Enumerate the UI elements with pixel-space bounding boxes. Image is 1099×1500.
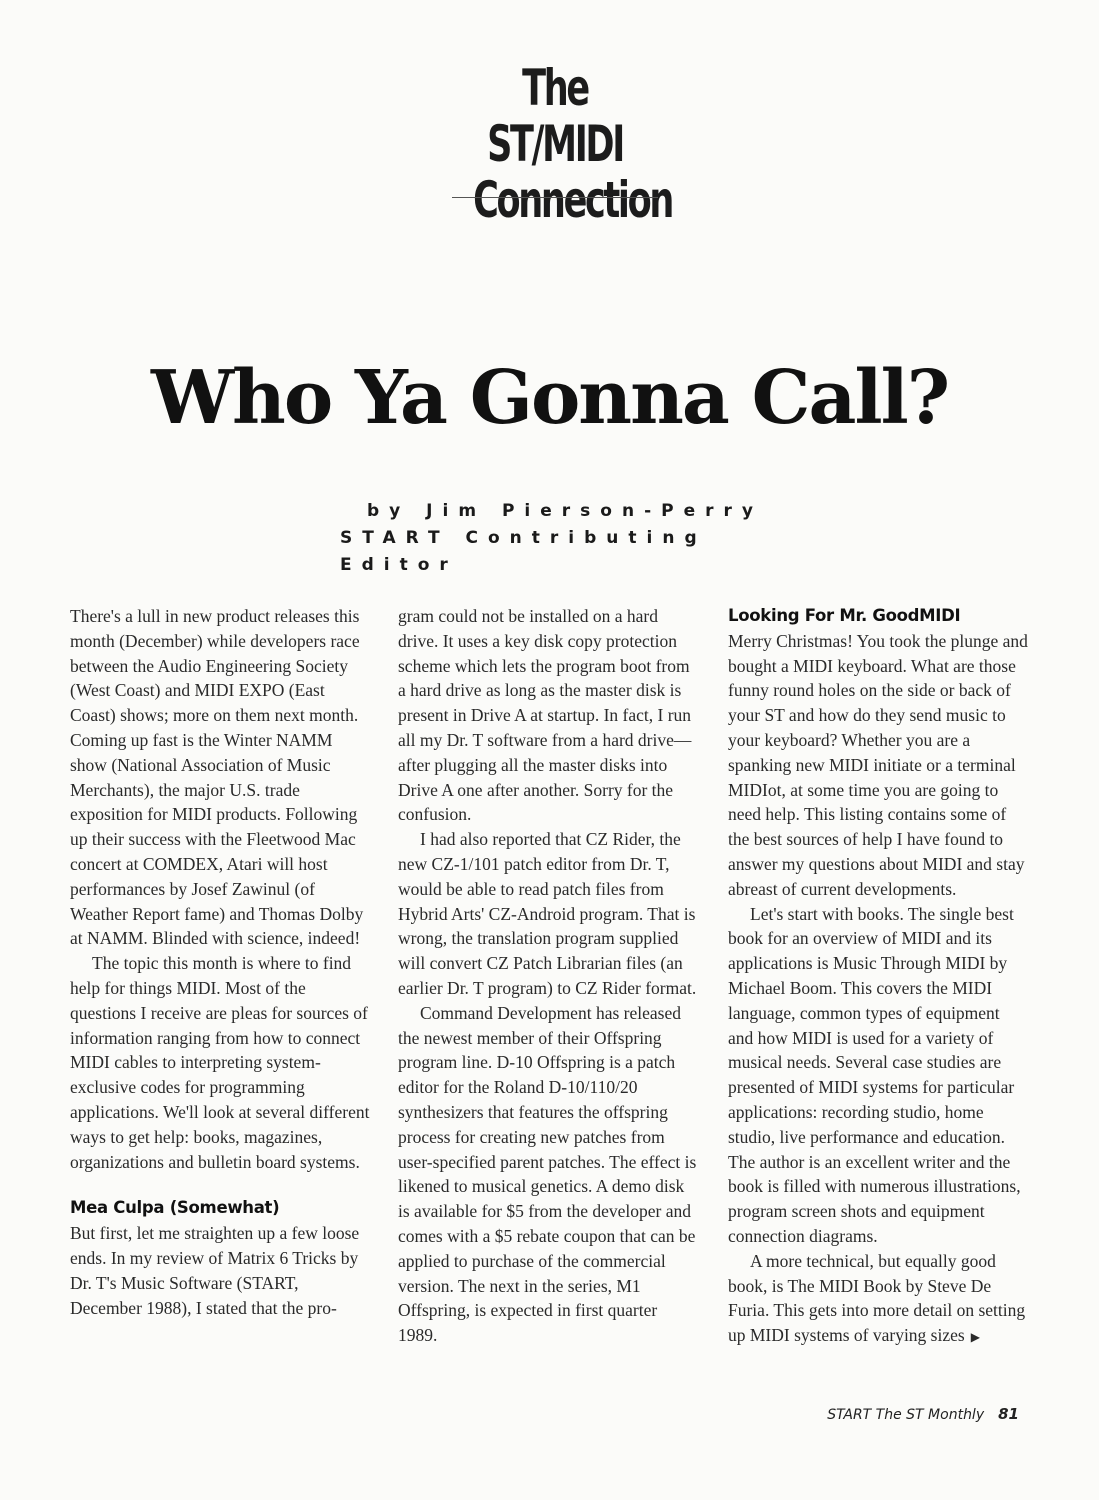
byline-author: by Jim Pierson-Perry (367, 501, 763, 521)
article-column-3 (728, 604, 1028, 1350)
column-title-line2: Connection (473, 171, 673, 229)
column-title (473, 59, 673, 229)
paragraph: gram could not be installed on a hard drive. It uses a key disk copy protection scheme which lets the program boot from a hard drive as long as the master disk is present in Drive A at startup. In fact, I run all my Dr. T software from a hard drive—after plugging all the master disks into Drive A one after another. Sorry for the confusion. (398, 606, 692, 825)
paragraph (728, 1249, 1028, 1350)
paragraph-text: A more technical, but equally good book, is The MIDI Book by Steve De Furia. This gets into more detail on setting up MIDI systems of varying sizes (728, 1250, 1026, 1346)
column-title-line1: The ST/MIDI (487, 59, 623, 173)
section-heading: Mea Culpa (Somewhat) (70, 1198, 280, 1218)
page-number: 81 (998, 1405, 1019, 1423)
section-heading: Looking For Mr. GoodMIDI (728, 606, 961, 625)
paragraph: Let's start with books. The single best book for an overview of MIDI and its applications is Music Through MIDI by Michael Boom. This covers the MIDI language, common types of equipment and how MIDI is used for a variety of musical needs. Several case studies are presented of MIDI systems for particular applications: recording studio, home studio, live performance and education. The author is an excellent writer and the book is filled with numerous illustrations, program screen shots and equipment connection diagrams. (728, 903, 1021, 1246)
publication-name: START The ST Monthly (827, 1407, 985, 1423)
article-column-2 (398, 604, 698, 1348)
article-title: Who Ya Gonna Call? (150, 355, 949, 441)
paragraph: The topic this month is where to find help for things MIDI. Most of the questions I receive are pleas for sources of information ranging from how to connect MIDI cables to interpreting system-exclusive codes for programming applications. We'll look at several different ways to get help: books, magazines, organizations and bulletin board systems. (70, 953, 370, 1172)
byline-role: START Contributing Editor (340, 528, 707, 575)
article-column-1 (70, 604, 370, 1320)
paragraph: Command Development has released the newest member of their Offspring program line. D-10 Offspring is a patch editor for the Roland D-10/110/20 synthesizers that features the offspring process for creating new patches from user-specified parent patches. The effect is likened to musical genetics. A demo disk is available for $5 from the developer and comes with a $5 rebate coupon that can be applied to purchase of the commercial version. The next in the series, M1 Offspring, is expected in first quarter 1989. (398, 1002, 697, 1346)
byline (340, 498, 770, 579)
paragraph: I had also reported that CZ Rider, the new CZ-1/101 patch editor from Dr. T, would be able to read patch files from Hybrid Arts' CZ-Android program. That is wrong, the translation program supplied will convert CZ Patch Librarian files (an earlier Dr. T program) to CZ Rider format. (398, 829, 697, 998)
continue-arrow-icon: ▶ (970, 1330, 980, 1345)
paragraph: But first, let me straighten up a few loose ends. In my review of Matrix 6 Tricks by Dr. T's Music Software (START, December 1988), I stated that the pro- (70, 1223, 360, 1318)
paragraph: There's a lull in new product releases this month (December) while developers race between the Audio Engineering Society (West Coast) and MIDI EXPO (East Coast) shows; more on them next month. Coming up fast is the Winter NAMM show (National Association of Music Merchants), the major U.S. trade exposition for MIDI products. Following up their success with the Fleetwood Mac concert at COMDEX, Atari will host performances by Josef Zawinul (of Weather Report fame) and Thomas Dolby at NAMM. Blinded with science, indeed! (70, 606, 364, 949)
page-footer (827, 1405, 1019, 1423)
title-rule (452, 197, 658, 198)
paragraph: Merry Christmas! You took the plunge and bought a MIDI keyboard. What are those funny round holes on the side or back of your ST and how do they send music to your keyboard? Whether you are a spanking new MIDI initiate or a terminal MIDIot, at some time you are going to need help. This listing contains some of the best sources of help I have found to answer my questions about MIDI and stay abreast of current developments. (728, 630, 1028, 899)
